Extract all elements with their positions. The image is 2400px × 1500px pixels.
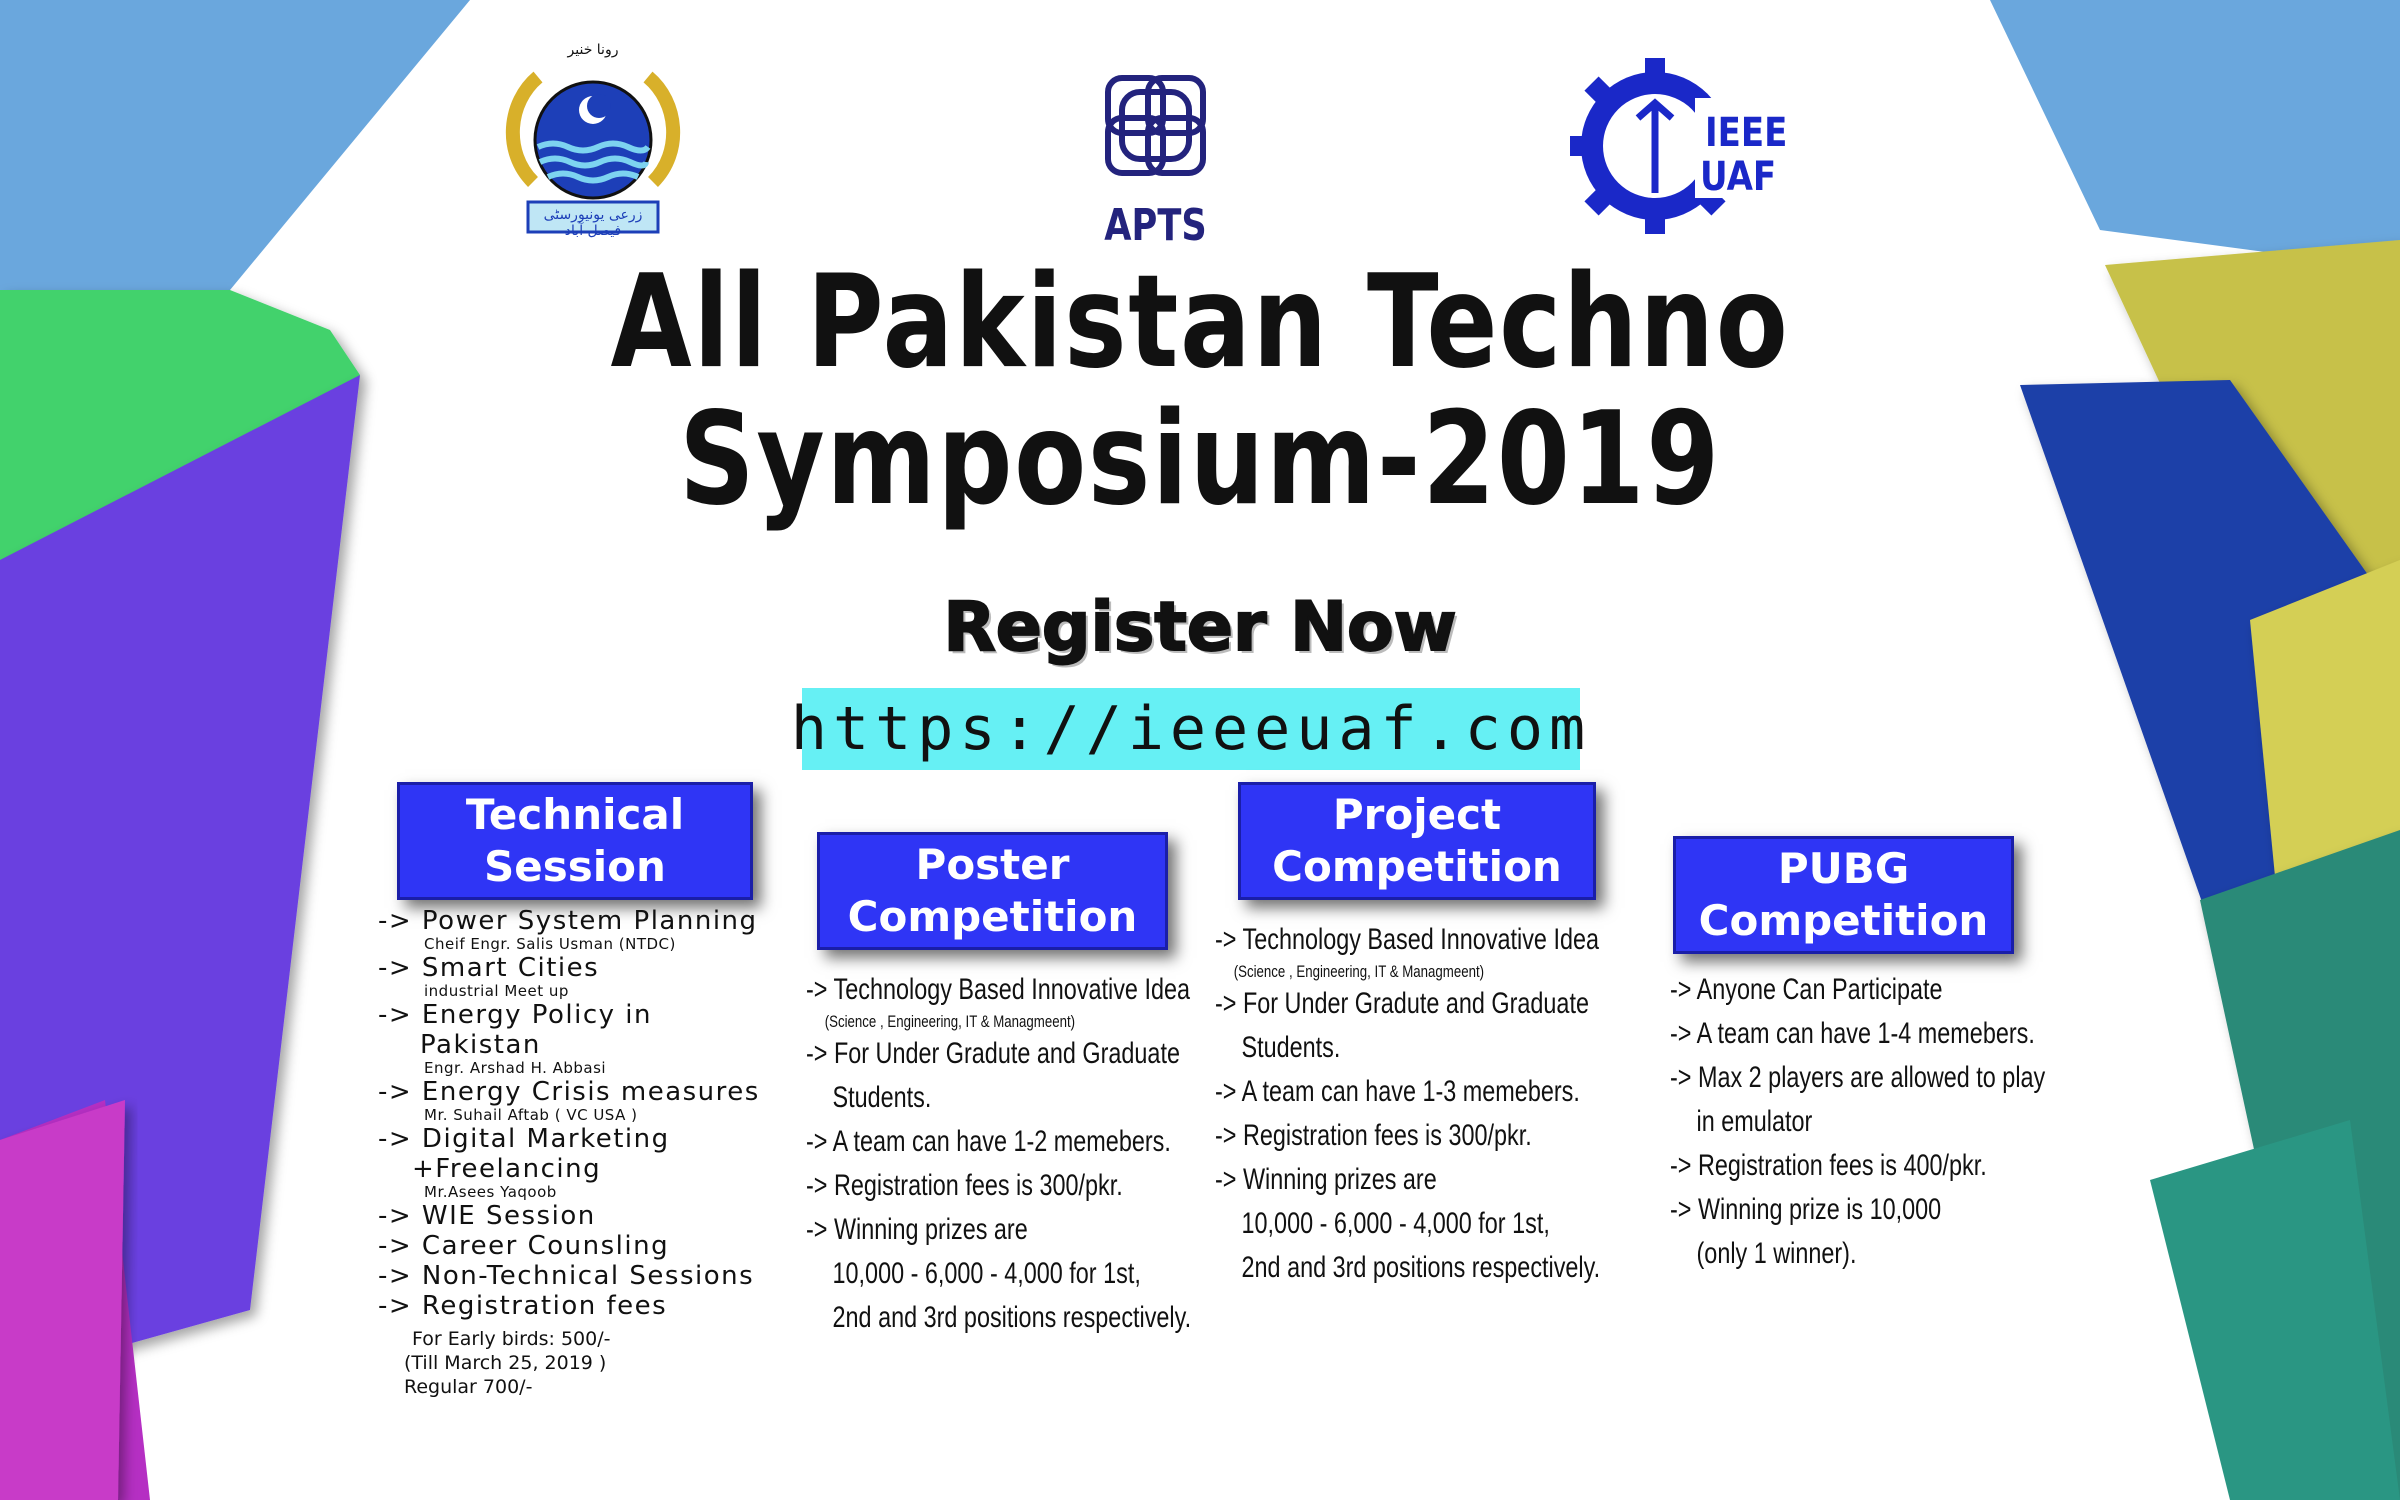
apts-logo-label: APTS (1104, 200, 1207, 251)
registration-url-text[interactable]: https://ieeeuaf.com (790, 694, 1592, 764)
project-competition-header-line-1: Project (1332, 790, 1502, 839)
registration-fee-early: For Early birds: 500/- (412, 1328, 611, 1350)
pubg-detail-line: in emulator (1696, 1105, 1813, 1138)
poster-competition-list (806, 968, 1192, 1340)
project-detail-line: Students. (1241, 1031, 1341, 1064)
university-crest-top-text: رونا خنیر (567, 42, 619, 58)
technical-session-header-line-2: Session (484, 842, 666, 891)
pubg-competition-header-line-2: Competition (1698, 896, 1989, 945)
registration-url-link[interactable] (790, 688, 1592, 770)
apts-logo (1088, 58, 1223, 258)
project-detail-line: (Science , Engineering, IT & Managmeent) (1233, 962, 1485, 981)
tech-item: -> Power System Planning (378, 906, 758, 936)
registration-fee-regular: Regular 700/- (404, 1376, 533, 1398)
poster-competition-header-line-2: Competition (847, 892, 1138, 941)
poster-competition-header-line-1: Poster (915, 840, 1070, 889)
tech-item-speaker: Cheif Engr. Salis Usman (NTDC) (424, 935, 676, 953)
tech-item-continued: Pakistan (420, 1030, 541, 1060)
project-detail-line: -> A team can have 1-3 memebers. (1215, 1075, 1580, 1108)
tech-item: -> Energy Policy in (378, 1000, 652, 1030)
project-detail-line: -> Technology Based Innovative Idea (1215, 923, 1599, 956)
event-title-line-2: Symposium-2019 (679, 385, 1721, 534)
tech-item: -> WIE Session (378, 1201, 596, 1231)
project-competition-header (1238, 782, 1596, 900)
poster-detail-line: 2nd and 3rd positions respectively. (832, 1301, 1192, 1334)
project-detail-line: 10,000 - 6,000 - 4,000 for 1st, (1241, 1207, 1550, 1240)
event-title-line-1: All Pakistan Techno (610, 248, 1790, 397)
pubg-detail-line: (only 1 winner). (1696, 1237, 1857, 1270)
tech-item: -> Registration fees (378, 1291, 668, 1321)
tech-item: -> Digital Marketing (378, 1124, 670, 1154)
university-crest-logo (498, 42, 688, 247)
pubg-detail-line: -> Registration fees is 400/pkr. (1670, 1149, 1987, 1182)
project-competition-list (1215, 918, 1635, 1290)
project-detail-line: 2nd and 3rd positions respectively. (1241, 1251, 1601, 1284)
poster-competition-header (817, 832, 1168, 950)
technical-session-header-line-1: Technical (465, 790, 685, 839)
registration-fee-deadline: (Till March 25, 2019 ) (404, 1352, 607, 1374)
pubg-competition-list (1670, 968, 2070, 1276)
technical-session-header (397, 782, 753, 900)
poster-detail-line: -> Winning prizes are (806, 1213, 1028, 1246)
tech-item: -> Career Counsling (378, 1231, 670, 1261)
project-competition-header-line-2: Competition (1272, 842, 1562, 891)
pubg-detail-line: -> Winning prize is 10,000 (1670, 1193, 1942, 1226)
tech-item-speaker: industrial Meet up (424, 982, 569, 1000)
poster-detail-line: Students. (832, 1081, 932, 1114)
ieee-logo-text: IEEE (1705, 110, 1788, 156)
tech-item-continued: +Freelancing (412, 1154, 602, 1184)
tech-item: -> Smart Cities (378, 953, 600, 983)
ieee-uaf-logo (1570, 58, 1810, 238)
pubg-detail-line: -> Anyone Can Participate (1670, 973, 1943, 1006)
poster-detail-line: -> Technology Based Innovative Idea (806, 973, 1190, 1006)
project-detail-line: -> Winning prizes are (1215, 1163, 1437, 1196)
project-detail-line: -> Registration fees is 300/pkr. (1215, 1119, 1532, 1152)
pubg-detail-line: -> Max 2 players are allowed to play (1670, 1061, 2046, 1094)
pubg-detail-line: -> A team can have 1-4 memebers. (1670, 1017, 2035, 1050)
tech-item-speaker: Mr.Asees Yaqoob (424, 1183, 557, 1201)
poster-detail-line: 10,000 - 6,000 - 4,000 for 1st, (832, 1257, 1141, 1290)
tech-item: -> Energy Crisis measures (378, 1077, 760, 1107)
poster-detail-line: -> Registration fees is 300/pkr. (806, 1169, 1123, 1202)
pubg-competition-header-line-1: PUBG (1777, 844, 1910, 893)
tech-item: -> Non-Technical Sessions (378, 1261, 755, 1291)
poster-detail-line: (Science , Engineering, IT & Managmeent) (824, 1012, 1076, 1031)
poster-detail-line: -> A team can have 1-2 memebers. (806, 1125, 1171, 1158)
poster-detail-line: -> For Under Gradute and Graduate (806, 1037, 1180, 1070)
university-crest-banner-text: زرعی یونیورسٹی فیصل آباد (543, 207, 643, 239)
technical-session-list (378, 906, 798, 1399)
tech-item-speaker: Mr. Suhail Aftab ( VC USA ) (424, 1106, 638, 1124)
project-detail-line: -> For Under Gradute and Graduate (1215, 987, 1589, 1020)
pubg-competition-header (1673, 836, 2014, 954)
uaf-logo-text: UAF (1700, 154, 1777, 200)
register-now-heading: Register Now (943, 588, 1457, 667)
tech-item-speaker: Engr. Arshad H. Abbasi (424, 1059, 607, 1077)
